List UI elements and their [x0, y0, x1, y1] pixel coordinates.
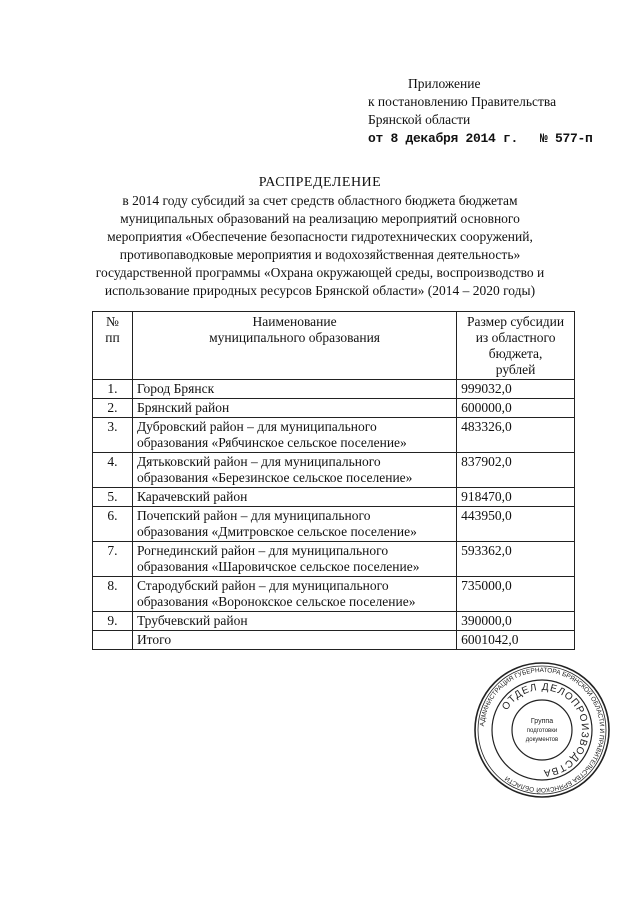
row-name: [132, 542, 456, 577]
row-amount: 443950,0: [457, 507, 575, 542]
table-row: [93, 380, 575, 399]
total-amount: 6001042,0: [457, 631, 575, 650]
table-row: [93, 542, 575, 577]
row-number: 5.: [93, 488, 133, 507]
row-amount: 593362,0: [457, 542, 575, 577]
row-name: [132, 418, 456, 453]
header-amount-line: Размер субсидии: [467, 314, 565, 329]
row-name: [132, 507, 456, 542]
subtitle-line: в 2014 году субсидий за счет средств областного бюджета бюджетам: [122, 193, 518, 208]
header-amount-line: из областного: [475, 330, 556, 345]
header-name: [132, 312, 456, 380]
row-name-line: образования «Березинское сельское поселение»: [136, 470, 413, 485]
header-number: [93, 312, 133, 380]
row-name-line: образования «Дмитровское сельское поселение»: [136, 524, 417, 539]
row-name-line: Дятьковский район – для муниципального: [136, 454, 381, 469]
total-empty-cell: [93, 631, 133, 650]
row-name: [132, 577, 456, 612]
row-number: 4.: [93, 453, 133, 488]
header-number-line: пп: [105, 330, 120, 345]
row-number: 2.: [93, 399, 133, 418]
row-name: Город Брянск: [132, 380, 456, 399]
row-number: 7.: [93, 542, 133, 577]
row-number: 3.: [93, 418, 133, 453]
row-number: 1.: [93, 380, 133, 399]
table-row: [93, 488, 575, 507]
header-amount-line: рублей: [495, 362, 536, 377]
table-row: [93, 507, 575, 542]
header-number-line: №: [106, 314, 119, 329]
subtitle-line: муниципальных образований на реализацию мероприятий основного: [120, 211, 520, 226]
row-number: 6.: [93, 507, 133, 542]
header-name-line: Наименование: [252, 314, 337, 329]
row-name: [132, 453, 456, 488]
row-amount: 600000,0: [457, 399, 575, 418]
row-amount: 837902,0: [457, 453, 575, 488]
resolution-number: № 577-п: [540, 131, 593, 146]
seal-graphic: [472, 660, 612, 800]
seal-center-line: документов: [525, 737, 559, 743]
row-name-line: образования «Рябчинское сельское поселение»: [136, 435, 407, 450]
region-name: Брянской области: [368, 112, 471, 127]
subtitle-line: противопаводковые мероприятия и водохозяйственная деятельность»: [119, 247, 521, 262]
subtitle-line: мероприятия «Обеспечение безопасности гидротехнических сооружений,: [107, 229, 533, 244]
header-amount-line: бюджета,: [488, 346, 543, 361]
table-row: [93, 453, 575, 488]
attachment-header: [368, 75, 630, 148]
row-name: Карачевский район: [132, 488, 456, 507]
row-amount: 483326,0: [457, 418, 575, 453]
row-name-line: Стародубский район – для муниципального: [136, 578, 389, 593]
row-name-line: Почепский район – для муниципального: [136, 508, 371, 523]
row-name-line: образования «Шаровичское сельское поселение»: [136, 559, 420, 574]
resolution-date-number: [368, 130, 630, 148]
table-row: [93, 612, 575, 631]
row-amount: 918470,0: [457, 488, 575, 507]
subtitle-line: использование природных ресурсов Брянской области» (2014 – 2020 годы): [104, 283, 536, 298]
table-header-row: [93, 312, 575, 380]
header-name-line: муниципального образования: [209, 330, 381, 345]
document-subtitle: [70, 192, 570, 300]
row-name-line: Рогнединский район – для муниципального: [136, 543, 389, 558]
document-title: РАСПРЕДЕЛЕНИЕ: [258, 175, 382, 190]
row-number: 8.: [93, 577, 133, 612]
official-seal: [472, 660, 612, 805]
table-total-row: [93, 631, 575, 650]
seal-ring-text: ОТДЕЛ ДЕЛОПРОИЗВОДСТВА: [500, 681, 591, 779]
seal-center-line: Группа: [530, 718, 554, 725]
subsidy-table: [92, 311, 575, 650]
total-label: Итого: [132, 631, 456, 650]
table-row: [93, 577, 575, 612]
resolution-reference: к постановлению Правительства: [368, 94, 557, 109]
row-amount: 390000,0: [457, 612, 575, 631]
row-amount: 999032,0: [457, 380, 575, 399]
row-amount: 735000,0: [457, 577, 575, 612]
seal-center-line: подготовки: [526, 728, 558, 734]
row-name: Трубчевский район: [132, 612, 456, 631]
table-row: [93, 418, 575, 453]
subtitle-line: государственной программы «Охрана окружающей среды, воспроизводство и: [95, 265, 545, 280]
attachment-label: Приложение: [408, 76, 481, 91]
row-name-line: образования «Воронокское сельское поселение»: [136, 594, 416, 609]
row-number: 9.: [93, 612, 133, 631]
row-name-line: Дубровский район – для муниципального: [136, 419, 377, 434]
row-name: Брянский район: [132, 399, 456, 418]
seal-outer-text: АДМИНИСТРАЦИЯ ГУБЕРНАТОРА БРЯНСКОЙ ОБЛАСТИ И ПРАВИТЕЛЬСТВА БРЯНСКОЙ ОБЛАСТИ: [479, 666, 606, 794]
header-amount: [457, 312, 575, 380]
resolution-date: от 8 декабря 2014 г.: [368, 131, 519, 146]
table-row: [93, 399, 575, 418]
